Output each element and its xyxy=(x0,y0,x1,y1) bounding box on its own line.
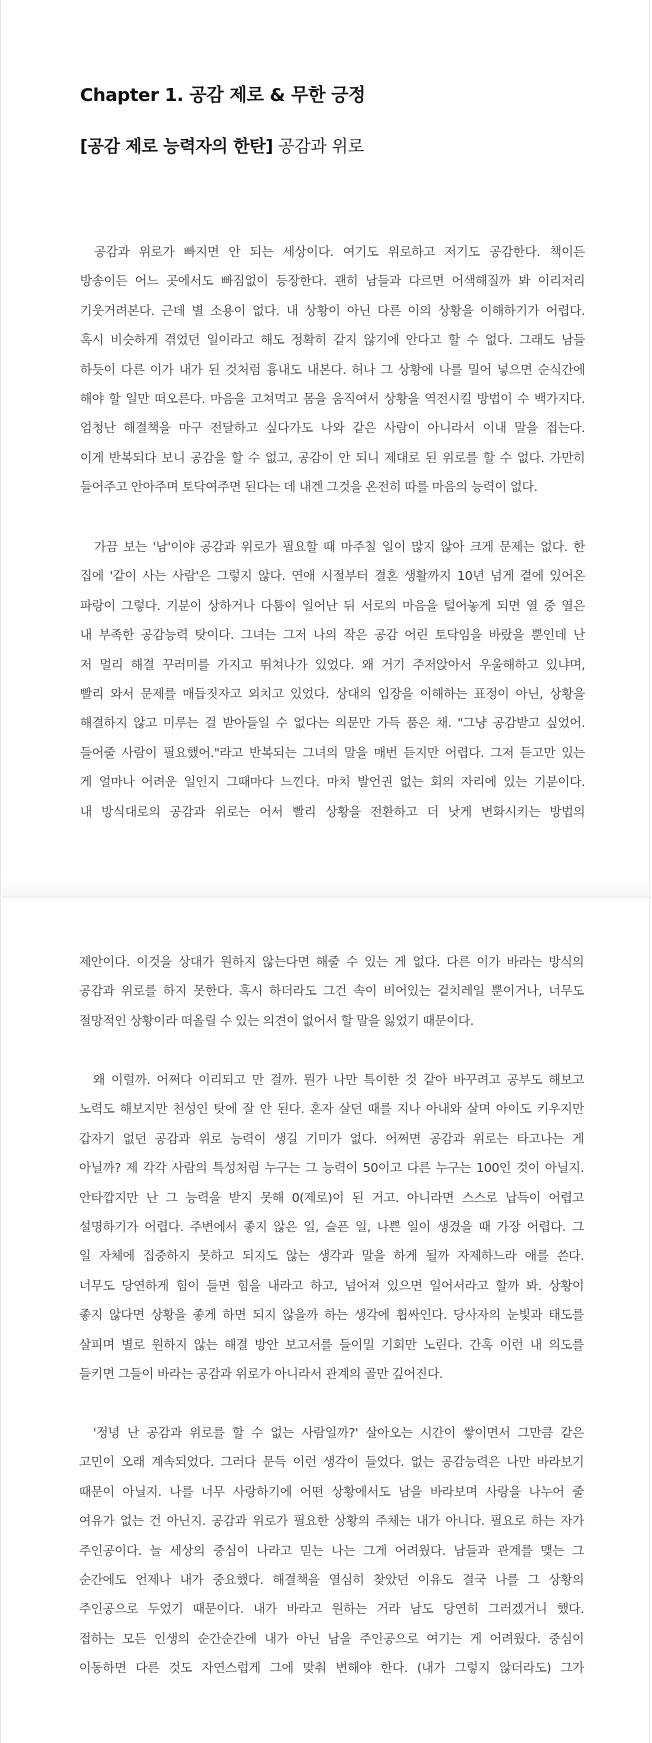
paragraph xyxy=(80,237,585,502)
section-title-text: 공감과 위로 xyxy=(273,137,364,157)
text-line: 너무도 당연하게 힘이 들면 힘을 내라고 하고, 넘어져 있으면 일어서라고 할까 봐. 상황이 xyxy=(79,1277,584,1293)
text-line: 주인공이다. 늘 세상의 중심이 나라고 믿는 나는 그게 어려웠다. 남들과 관계를 맺는 그 xyxy=(79,1542,584,1558)
text-line: 제안이다. 이것을 상대가 원하지 않는다면 해줄 수 있는 게 없다. 다른 이가 바라는 방식의 xyxy=(79,954,584,969)
text-line: 설명하기가 어렵다. 주변에서 좋지 않은 일, 슬픈 일, 나쁜 일이 생겼을 때 가장 어렵다. 그 xyxy=(79,1218,584,1234)
paragraph xyxy=(80,532,585,826)
text-line: 살피며 별로 원하지 않는 해결 방안 보고서를 들이밀 기회만 노린다. 간혹 이런 내 의도를 xyxy=(79,1336,584,1352)
text-line: '정녕 난 공감과 위로를 할 수 없는 사람일까?' 살아오는 시간이 쌓이면서 그만큼 같은 xyxy=(93,1425,584,1440)
text-line: 가끔 보는 '남'이야 공감과 위로가 필요할 때 마주칠 일이 많지 않아 크게 문제는 없다. 한 xyxy=(94,539,585,554)
text-line: 빨리 와서 문제를 매듭짓자고 외치고 있었다. 상대의 입장을 이해하는 표정이 아닌, 상황을 xyxy=(80,685,585,701)
text-line: 내 방식대로의 공감과 위로는 어서 빨리 상황을 전환하고 더 낫게 변화시키는 방법의 xyxy=(80,803,585,819)
text-line: 갑자기 없던 공감과 위로 능력이 생길 기미가 없다. 어쩌면 공감과 위로는 타고나는 게 xyxy=(79,1130,584,1146)
text-line: 노력도 해보지만 천성인 탓에 잘 안 된다. 혼자 살던 때를 지나 아내와 살며 아이도 키우지만 xyxy=(79,1101,584,1117)
text-line: 내 부족한 공감능력 탓이다. 그녀는 그저 나의 작은 공감 어린 토닥임을 바랐을 뿐인데 난 xyxy=(80,627,585,643)
paragraph xyxy=(79,947,584,1035)
text-line: 혹시 비슷하게 겪었던 일이라고 해도 정확히 같지 않기에 안다고 할 수 없다. 그래도 남들 xyxy=(80,332,585,348)
text-line: 접하는 모든 인생의 순간순간에 내가 아닌 남을 주인공으로 여기는 게 어려웠다. 중심이 xyxy=(79,1630,584,1646)
text-line: 게 얼마나 어려운 일인지 그때마다 느낀다. 마치 발언권 없는 회의 자리에 있는 기분이다. xyxy=(80,774,585,790)
text-line: 이동하면 다른 것도 자연스럽게 그에 맞춰 변해야 한다. (내가 그렇지 않더라도) 그가 xyxy=(79,1660,584,1676)
text-line: 저 멀리 해결 꾸러미를 가지고 뛰쳐나가 있었다. 왜 거기 주저앉아서 우울해하고 있냐며, xyxy=(80,656,585,672)
text-line: 방송이든 어느 곳에서도 빠짐없이 등장한다. 괜히 남들과 다르면 어색해질까 봐 이리저리 xyxy=(80,273,585,289)
text-line: 안타깝지만 난 그 능력을 받지 못해 0(제로)이 된 거고. 아니라면 스스로 납득이 어렵고 xyxy=(79,1189,584,1205)
text-line: 집에 '같이 사는 사람'은 그렇지 않다. 연애 시절부터 결혼 생활까지 10년 넘게 곁에 있어온 xyxy=(80,568,585,584)
text-line: 고민이 오래 계속되었다. 그러다 문득 이런 생각이 들었다. 없는 공감능력은 나만 바라보기 xyxy=(79,1454,584,1470)
text-line: 해결하지 않고 미루는 걸 받아들일 수 없다는 의문만 가득 품은 채. "그냥 공감받고 싶었어. xyxy=(80,715,585,731)
text-line: 파랑이 그렇다. 기분이 상하거나 다툼이 일어난 뒤 서로의 마음을 털어놓게 되면 열 중 열은 xyxy=(80,597,585,613)
text-line: 왜 이럴까. 어쩌다 이리되고 만 걸까. 뭔가 나만 특이한 것 같아 바꾸려고 공부도 해보고 xyxy=(93,1072,584,1087)
text-line: 공감과 위로를 하지 못한다. 혹시 하더라도 그건 속이 비어있는 겉치레일 뿐이거나, 너무도 xyxy=(79,983,584,999)
text-line: 들키면 그들이 바라는 공감과 위로가 아니라서 관계의 골만 깊어진다. xyxy=(79,1365,443,1381)
text-line: 이게 반복되다 보니 공감을 할 수 없고, 공감이 안 되니 제대로 된 위로를 할 수 없다. 가만히 xyxy=(80,449,585,465)
text-line: 절망적인 상황이라 떠올릴 수 있는 의견이 없어서 할 말을 잃었기 때문이다. xyxy=(79,1012,474,1028)
section-title-bracket: [공감 제로 능력자의 한탄] xyxy=(80,137,274,157)
text-line: 아닐까? 제 각각 사람의 특성처럼 누구는 그 능력이 50이고 다른 누구는 100인 것이 아닐지. xyxy=(79,1160,584,1176)
text-line: 해야 할 일만 떠오른다. 마음을 고쳐먹고 몸을 움직여서 상황을 역전시킬 방법이 수 백가지다. xyxy=(80,390,585,406)
text-line: 공감과 위로가 빠지면 안 되는 세상이다. 여기도 위로하고 저기도 공감한다. 책이든 xyxy=(94,244,585,259)
text-line: 좋지 않다면 상황을 좋게 하면 되지 않을까 하는 생각에 휩싸인다. 당사자의 눈빛과 태도를 xyxy=(79,1307,584,1323)
chapter-title: Chapter 1. 공감 제로 & 무한 긍정 xyxy=(80,85,366,106)
text-line: 주인공으로 두었기 때문이다. 내가 바라고 원하는 거라 남도 당연히 그러겠거니 했다. xyxy=(79,1601,584,1617)
text-line: 들어주고 안아주며 토닥여주면 된다는 데 내겐 그것을 온전히 따를 마음의 능력이 없다. xyxy=(80,479,538,495)
text-line: 일 자체에 집중하지 못하고 되지도 않는 생각과 말을 하게 될까 자제하느라 애를 쓴다. xyxy=(79,1248,584,1264)
paragraph xyxy=(79,1065,584,1388)
text-line: 기웃거려본다. 근데 별 소용이 없다. 내 상황이 아닌 다른 이의 상황을 이해하기가 어렵다. xyxy=(80,302,585,318)
text-line: 때문이 아닐지. 나를 너무 사랑하기에 어떤 상황에서도 남을 바라보며 사랑을 나누어 줄 xyxy=(79,1483,584,1499)
text-line: 여유가 없는 건 아닌지. 공감과 위로가 필요한 상황의 주체는 내가 아니다. 필요로 하는 자가 xyxy=(79,1513,584,1529)
text-line: 들어줄 사람이 필요했어."라고 반복되는 그녀의 말을 매번 듣지만 어렵다. 그저 듣고만 있는 xyxy=(80,744,585,760)
paragraph xyxy=(79,1418,584,1683)
section-title xyxy=(80,132,364,157)
text-line: 순간에도 언제나 내가 중요했다. 해결책을 열심히 찾았던 이유도 결국 나를 그 상황의 xyxy=(79,1571,584,1587)
text-line: 하듯이 다른 이가 내가 된 것처럼 흉내도 내본다. 허나 그 상황에 나를 밀어 넣으면 순식간에 xyxy=(80,361,585,377)
text-line: 엄청난 해결책을 마구 전달하고 싶다가도 나와 같은 사람이 아니라서 이내 말을 접는다. xyxy=(80,420,585,436)
